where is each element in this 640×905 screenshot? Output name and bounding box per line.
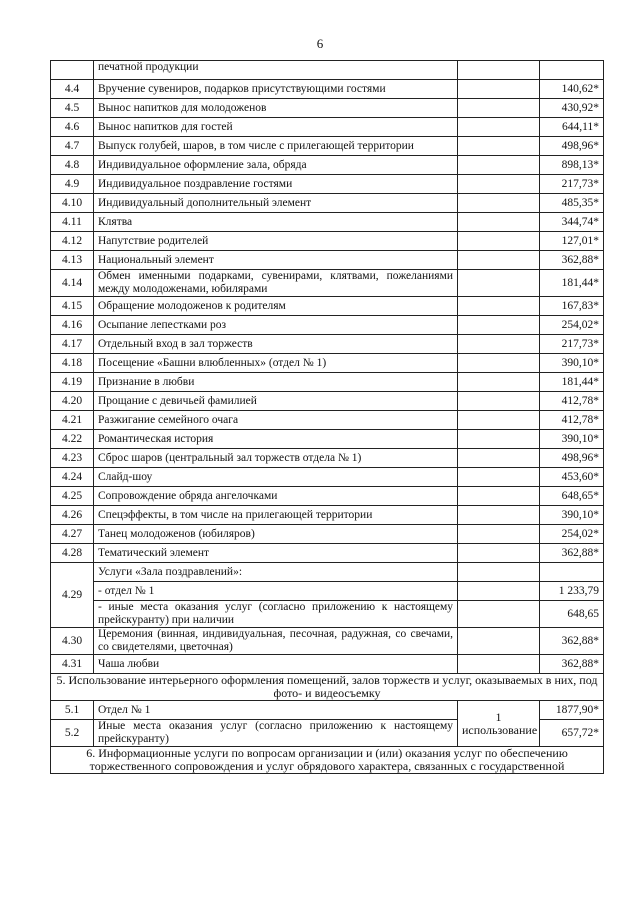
service-name: Осыпание лепестками роз [94, 316, 458, 335]
table-row [51, 80, 604, 99]
unit-cell [458, 297, 540, 316]
row-number: 4.11 [51, 213, 94, 232]
service-name: Сброс шаров (центральный зал торжеств отдела № 1) [94, 449, 458, 468]
row-number: 4.25 [51, 487, 94, 506]
unit-cell [458, 80, 540, 99]
row-number: 4.16 [51, 316, 94, 335]
table-row [51, 316, 604, 335]
service-name: Напутствие родителей [94, 232, 458, 251]
table-row [51, 270, 604, 297]
price-cell: 657,72* [540, 720, 604, 747]
table-row [51, 544, 604, 563]
price-cell: 167,83* [540, 297, 604, 316]
service-name: Танец молодоженов (юбиляров) [94, 525, 458, 544]
unit-cell [458, 628, 540, 655]
unit-cell [458, 99, 540, 118]
row-number: 4.13 [51, 251, 94, 270]
price-cell: 362,88* [540, 655, 604, 674]
service-name: Вручение сувениров, подарков присутствующими гостями [94, 80, 458, 99]
price-cell: 390,10* [540, 354, 604, 373]
table-row [51, 563, 604, 582]
service-name: Индивидуальное поздравление гостями [94, 175, 458, 194]
section-6-title: 6. Информационные услуги по вопросам организации и (или) оказания услуг по обеспечению торжественного сопровождения и услуг обрядового характера, связанных с государственной [51, 747, 604, 774]
unit-cell [458, 411, 540, 430]
price-cell: 1877,90* [540, 701, 604, 720]
price-cell: 1 233,79 [540, 582, 604, 601]
price-cell: 485,35* [540, 194, 604, 213]
table-row [51, 601, 604, 628]
row-number: 4.24 [51, 468, 94, 487]
price-cell: 498,96* [540, 137, 604, 156]
service-name: - отдел № 1 [94, 582, 458, 601]
unit-cell [458, 156, 540, 175]
section-header-row [51, 674, 604, 701]
table-row [51, 232, 604, 251]
unit-cell [458, 194, 540, 213]
table-row [51, 525, 604, 544]
unit-cell [458, 449, 540, 468]
unit-cell [458, 354, 540, 373]
table-row [51, 297, 604, 316]
unit-cell [458, 232, 540, 251]
price-cell: 453,60* [540, 468, 604, 487]
row-number: 4.9 [51, 175, 94, 194]
table-row [51, 468, 604, 487]
unit-cell [458, 61, 540, 80]
price-cell: 390,10* [540, 430, 604, 449]
price-cell [540, 61, 604, 80]
row-number: 4.28 [51, 544, 94, 563]
price-cell: 412,78* [540, 392, 604, 411]
service-name: Обращение молодоженов к родителям [94, 297, 458, 316]
price-cell: 362,88* [540, 628, 604, 655]
table-row [51, 137, 604, 156]
row-number: 4.30 [51, 628, 94, 655]
table-row [51, 251, 604, 270]
price-cell: 898,13* [540, 156, 604, 175]
price-cell: 217,73* [540, 175, 604, 194]
service-name: Индивидуальный дополнительный элемент [94, 194, 458, 213]
row-number: 4.21 [51, 411, 94, 430]
service-name: Иные места оказания услуг (согласно приложению к настоящему прейскуранту) [94, 720, 458, 747]
price-cell: 181,44* [540, 373, 604, 392]
table-row [51, 354, 604, 373]
unit-cell [458, 373, 540, 392]
unit-cell [458, 506, 540, 525]
table-row [51, 373, 604, 392]
unit-cell [458, 544, 540, 563]
service-name: Разжигание семейного очага [94, 411, 458, 430]
table-row [51, 61, 604, 80]
unit-cell [458, 175, 540, 194]
price-cell: 390,10* [540, 506, 604, 525]
table-row [51, 430, 604, 449]
service-name: Сопровождение обряда ангелочками [94, 487, 458, 506]
unit-cell [458, 213, 540, 232]
unit-cell [458, 392, 540, 411]
service-name: Отдельный вход в зал торжеств [94, 335, 458, 354]
row-number: 4.17 [51, 335, 94, 354]
row-number: 4.26 [51, 506, 94, 525]
service-name: Чаша любви [94, 655, 458, 674]
price-cell [540, 563, 604, 582]
service-name: Индивидуальное оформление зала, обряда [94, 156, 458, 175]
unit-cell [458, 335, 540, 354]
row-number: 5.2 [51, 720, 94, 747]
price-cell: 498,96* [540, 449, 604, 468]
table-row [51, 175, 604, 194]
unit-cell [458, 487, 540, 506]
row-number: 4.27 [51, 525, 94, 544]
price-cell: 254,02* [540, 525, 604, 544]
row-number: 4.20 [51, 392, 94, 411]
price-cell: 217,73* [540, 335, 604, 354]
page-number: 6 [316, 36, 324, 51]
table-row [51, 392, 604, 411]
service-name: печатной продукции [94, 61, 458, 80]
unit-cell [458, 468, 540, 487]
table-row [51, 194, 604, 213]
service-name: Клятва [94, 213, 458, 232]
service-name: Прощание с девичьей фамилией [94, 392, 458, 411]
table-row [51, 487, 604, 506]
row-number: 4.14 [51, 270, 94, 297]
row-number: 4.31 [51, 655, 94, 674]
table-row [51, 335, 604, 354]
row-number: 4.6 [51, 118, 94, 137]
price-cell: 254,02* [540, 316, 604, 335]
price-cell: 648,65 [540, 601, 604, 628]
service-name: Романтическая история [94, 430, 458, 449]
service-name: Церемония (винная, индивидуальная, песочная, радужная, со свечами, со свидетелями, цветочная) [94, 628, 458, 655]
unit-cell [458, 137, 540, 156]
section-5-title: 5. Использование интерьерного оформления помещений, залов торжеств и услуг, оказываемых в них, под фото- и видеосъемку [51, 674, 604, 701]
price-cell: 181,44* [540, 270, 604, 297]
row-number: 4.10 [51, 194, 94, 213]
unit-cell [458, 525, 540, 544]
table-row [51, 99, 604, 118]
service-name: Признание в любви [94, 373, 458, 392]
service-name: Услуги «Зала поздравлений»: [94, 563, 458, 582]
service-name: - иные места оказания услуг (согласно приложению к настоящему прейскуранту) при наличии [94, 601, 458, 628]
row-number: 4.19 [51, 373, 94, 392]
price-cell: 430,92* [540, 99, 604, 118]
service-name: Вынос напитков для гостей [94, 118, 458, 137]
price-cell: 648,65* [540, 487, 604, 506]
price-cell: 644,11* [540, 118, 604, 137]
unit-cell [458, 601, 540, 628]
unit-cell [458, 118, 540, 137]
row-number [51, 61, 94, 80]
row-number: 4.5 [51, 99, 94, 118]
unit-cell [458, 655, 540, 674]
table-row [51, 449, 604, 468]
row-number: 4.29 [51, 563, 94, 628]
service-name: Тематический элемент [94, 544, 458, 563]
service-name: Обмен именными подарками, сувенирами, клятвами, пожеланиями между молодоженами, юбилярами [94, 270, 458, 297]
row-number: 4.22 [51, 430, 94, 449]
table-row [51, 582, 604, 601]
row-number: 4.7 [51, 137, 94, 156]
price-cell: 344,74* [540, 213, 604, 232]
row-number: 4.15 [51, 297, 94, 316]
price-cell: 362,88* [540, 251, 604, 270]
price-cell: 412,78* [540, 411, 604, 430]
service-name: Выпуск голубей, шаров, в том числе с прилегающей территории [94, 137, 458, 156]
section-header-row [51, 747, 604, 774]
table-row [51, 156, 604, 175]
row-number: 4.23 [51, 449, 94, 468]
table-row [51, 628, 604, 655]
unit-cell [458, 251, 540, 270]
service-name: Посещение «Башни влюбленных» (отдел № 1) [94, 354, 458, 373]
price-list-table [50, 60, 604, 774]
row-number: 4.8 [51, 156, 94, 175]
price-cell: 140,62* [540, 80, 604, 99]
unit-cell [458, 563, 540, 582]
unit-cell: 1 использование [458, 701, 540, 747]
unit-cell [458, 270, 540, 297]
unit-cell [458, 582, 540, 601]
service-name: Вынос напитков для молодоженов [94, 99, 458, 118]
price-cell: 127,01* [540, 232, 604, 251]
service-name: Национальный элемент [94, 251, 458, 270]
service-name: Слайд-шоу [94, 468, 458, 487]
table-row [51, 506, 604, 525]
row-number: 4.4 [51, 80, 94, 99]
table-row [51, 213, 604, 232]
service-name: Отдел № 1 [94, 701, 458, 720]
unit-cell [458, 430, 540, 449]
service-name: Спецэффекты, в том числе на прилегающей территории [94, 506, 458, 525]
row-number: 5.1 [51, 701, 94, 720]
unit-cell [458, 316, 540, 335]
table-row [51, 701, 604, 720]
row-number: 4.12 [51, 232, 94, 251]
table-row [51, 411, 604, 430]
table-row [51, 655, 604, 674]
price-cell: 362,88* [540, 544, 604, 563]
table-row [51, 118, 604, 137]
row-number: 4.18 [51, 354, 94, 373]
